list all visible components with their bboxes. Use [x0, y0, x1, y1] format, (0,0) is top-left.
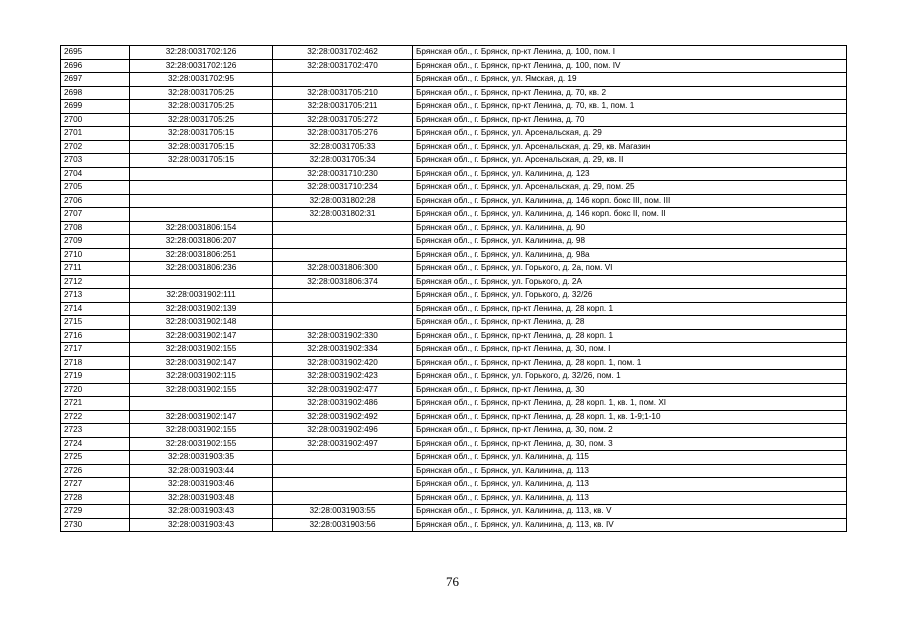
table-row: [61, 221, 847, 235]
premises-cadastral-number-cell: 32:28:0031710:234: [273, 181, 413, 195]
row-number-cell: 2696: [61, 59, 130, 73]
table-row: [61, 451, 847, 465]
premises-cadastral-number-cell: 32:28:0031705:33: [273, 140, 413, 154]
address-cell: Брянская обл., г. Брянск, пр-кт Ленина, д. 28 корп. 1, пом. 1: [413, 356, 847, 370]
address-cell: Брянская обл., г. Брянск, пр-кт Ленина, д. 30, пом. 2: [413, 424, 847, 438]
row-number-cell: 2699: [61, 100, 130, 114]
cadastral-number-cell: 32:28:0031903:43: [130, 505, 273, 519]
table-row: [61, 262, 847, 276]
cadastral-number-cell: 32:28:0031902:147: [130, 329, 273, 343]
address-cell: Брянская обл., г. Брянск, ул. Горького, д. 32/26, пом. 1: [413, 370, 847, 384]
table-row: [61, 343, 847, 357]
address-cell: Брянская обл., г. Брянск, пр-кт Ленина, д. 28: [413, 316, 847, 330]
premises-cadastral-number-cell: 32:28:0031902:423: [273, 370, 413, 384]
row-number-cell: 2710: [61, 248, 130, 262]
row-number-cell: 2712: [61, 275, 130, 289]
premises-cadastral-number-cell: [273, 289, 413, 303]
table-row: [61, 464, 847, 478]
premises-cadastral-number-cell: [273, 478, 413, 492]
address-cell: Брянская обл., г. Брянск, пр-кт Ленина, д. 28 корп. 1, кв. 1, пом. XI: [413, 397, 847, 411]
cadastral-number-cell: 32:28:0031902:147: [130, 356, 273, 370]
cadastral-number-cell: 32:28:0031902:155: [130, 424, 273, 438]
page-number: 76: [446, 574, 459, 589]
row-number-cell: 2721: [61, 397, 130, 411]
table-row: [61, 181, 847, 195]
premises-cadastral-number-cell: [273, 464, 413, 478]
premises-cadastral-number-cell: 32:28:0031806:300: [273, 262, 413, 276]
row-number-cell: 2718: [61, 356, 130, 370]
table-row: [61, 370, 847, 384]
row-number-cell: 2701: [61, 127, 130, 141]
cadastral-number-cell: 32:28:0031903:48: [130, 491, 273, 505]
cadastral-number-cell: 32:28:0031705:15: [130, 127, 273, 141]
address-cell: Брянская обл., г. Брянск, ул. Калинина, д. 123: [413, 167, 847, 181]
cadastral-number-cell: 32:28:0031702:126: [130, 46, 273, 60]
row-number-cell: 2725: [61, 451, 130, 465]
address-cell: Брянская обл., г. Брянск, ул. Калинина, д. 98: [413, 235, 847, 249]
premises-cadastral-number-cell: [273, 491, 413, 505]
premises-cadastral-number-cell: 32:28:0031705:211: [273, 100, 413, 114]
address-cell: Брянская обл., г. Брянск, ул. Калинина, д. 113, кв. IV: [413, 518, 847, 532]
premises-cadastral-number-cell: 32:28:0031902:330: [273, 329, 413, 343]
address-cell: Брянская обл., г. Брянск, пр-кт Ленина, д. 70, кв. 2: [413, 86, 847, 100]
table-row: [61, 356, 847, 370]
premises-cadastral-number-cell: [273, 235, 413, 249]
premises-cadastral-number-cell: 32:28:0031806:374: [273, 275, 413, 289]
cadastral-number-cell: 32:28:0031902:115: [130, 370, 273, 384]
address-cell: Брянская обл., г. Брянск, ул. Калинина, д. 90: [413, 221, 847, 235]
premises-cadastral-number-cell: [273, 302, 413, 316]
address-cell: Брянская обл., г. Брянск, пр-кт Ленина, д. 30, пом. I: [413, 343, 847, 357]
cadastral-number-cell: 32:28:0031903:43: [130, 518, 273, 532]
row-number-cell: 2695: [61, 46, 130, 60]
address-cell: Брянская обл., г. Брянск, ул. Калинина, д. 113: [413, 491, 847, 505]
table-row: [61, 275, 847, 289]
premises-cadastral-number-cell: [273, 73, 413, 87]
address-cell: Брянская обл., г. Брянск, пр-кт Ленина, д. 100, пом. IV: [413, 59, 847, 73]
address-cell: Брянская обл., г. Брянск, ул. Калинина, д. 113: [413, 478, 847, 492]
row-number-cell: 2698: [61, 86, 130, 100]
table-row: [61, 154, 847, 168]
table-row: [61, 167, 847, 181]
cadastral-number-cell: 32:28:0031705:15: [130, 140, 273, 154]
table-row: [61, 478, 847, 492]
registry-table-body: [61, 46, 847, 532]
table-row: [61, 140, 847, 154]
premises-cadastral-number-cell: 32:28:0031902:497: [273, 437, 413, 451]
row-number-cell: 2730: [61, 518, 130, 532]
cadastral-number-cell: 32:28:0031903:35: [130, 451, 273, 465]
row-number-cell: 2714: [61, 302, 130, 316]
row-number-cell: 2715: [61, 316, 130, 330]
address-cell: Брянская обл., г. Брянск, ул. Ямская, д. 19: [413, 73, 847, 87]
row-number-cell: 2726: [61, 464, 130, 478]
row-number-cell: 2728: [61, 491, 130, 505]
table-row: [61, 235, 847, 249]
address-cell: Брянская обл., г. Брянск, ул. Калинина, д. 146 корп. бокс II, пом. II: [413, 208, 847, 222]
row-number-cell: 2706: [61, 194, 130, 208]
cadastral-number-cell: 32:28:0031702:95: [130, 73, 273, 87]
address-cell: Брянская обл., г. Брянск, ул. Арсенальская, д. 29: [413, 127, 847, 141]
premises-cadastral-number-cell: [273, 221, 413, 235]
row-number-cell: 2700: [61, 113, 130, 127]
row-number-cell: 2703: [61, 154, 130, 168]
row-number-cell: 2719: [61, 370, 130, 384]
table-row: [61, 73, 847, 87]
premises-cadastral-number-cell: 32:28:0031902:486: [273, 397, 413, 411]
row-number-cell: 2724: [61, 437, 130, 451]
row-number-cell: 2723: [61, 424, 130, 438]
cadastral-number-cell: 32:28:0031902:155: [130, 343, 273, 357]
table-row: [61, 127, 847, 141]
premises-cadastral-number-cell: 32:28:0031902:496: [273, 424, 413, 438]
cadastral-number-cell: [130, 208, 273, 222]
table-row: [61, 410, 847, 424]
cadastral-number-cell: [130, 194, 273, 208]
row-number-cell: 2708: [61, 221, 130, 235]
row-number-cell: 2707: [61, 208, 130, 222]
table-row: [61, 329, 847, 343]
cadastral-number-cell: 32:28:0031902:147: [130, 410, 273, 424]
table-row: [61, 46, 847, 60]
address-cell: Брянская обл., г. Брянск, ул. Калинина, д. 113, кв. V: [413, 505, 847, 519]
table-row: [61, 59, 847, 73]
row-number-cell: 2711: [61, 262, 130, 276]
cadastral-number-cell: [130, 167, 273, 181]
table-row: [61, 100, 847, 114]
premises-cadastral-number-cell: 32:28:0031802:28: [273, 194, 413, 208]
table-row: [61, 383, 847, 397]
row-number-cell: 2697: [61, 73, 130, 87]
address-cell: Брянская обл., г. Брянск, пр-кт Ленина, д. 28 корп. 1: [413, 302, 847, 316]
row-number-cell: 2722: [61, 410, 130, 424]
premises-cadastral-number-cell: 32:28:0031903:56: [273, 518, 413, 532]
cadastral-number-cell: 32:28:0031806:236: [130, 262, 273, 276]
row-number-cell: 2702: [61, 140, 130, 154]
address-cell: Брянская обл., г. Брянск, ул. Калинина, д. 115: [413, 451, 847, 465]
premises-cadastral-number-cell: 32:28:0031705:276: [273, 127, 413, 141]
row-number-cell: 2729: [61, 505, 130, 519]
premises-cadastral-number-cell: 32:28:0031705:272: [273, 113, 413, 127]
premises-cadastral-number-cell: [273, 451, 413, 465]
address-cell: Брянская обл., г. Брянск, пр-кт Ленина, д. 28 корп. 1: [413, 329, 847, 343]
cadastral-number-cell: 32:28:0031806:154: [130, 221, 273, 235]
cadastral-number-cell: 32:28:0031902:155: [130, 437, 273, 451]
premises-cadastral-number-cell: 32:28:0031705:34: [273, 154, 413, 168]
address-cell: Брянская обл., г. Брянск, ул. Горького, д. 2А: [413, 275, 847, 289]
premises-cadastral-number-cell: 32:28:0031902:477: [273, 383, 413, 397]
address-cell: Брянская обл., г. Брянск, ул. Арсенальская, д. 29, кв. II: [413, 154, 847, 168]
address-cell: Брянская обл., г. Брянск, пр-кт Ленина, д. 100, пом. I: [413, 46, 847, 60]
row-number-cell: 2705: [61, 181, 130, 195]
premises-cadastral-number-cell: 32:28:0031902:420: [273, 356, 413, 370]
cadastral-number-cell: 32:28:0031902:148: [130, 316, 273, 330]
premises-cadastral-number-cell: 32:28:0031903:55: [273, 505, 413, 519]
cadastral-number-cell: 32:28:0031902:155: [130, 383, 273, 397]
premises-cadastral-number-cell: 32:28:0031702:470: [273, 59, 413, 73]
table-row: [61, 289, 847, 303]
address-cell: Брянская обл., г. Брянск, пр-кт Ленина, д. 70: [413, 113, 847, 127]
table-row: [61, 424, 847, 438]
cadastral-number-cell: 32:28:0031705:25: [130, 100, 273, 114]
row-number-cell: 2713: [61, 289, 130, 303]
cadastral-number-cell: 32:28:0031705:15: [130, 154, 273, 168]
cadastral-number-cell: 32:28:0031903:44: [130, 464, 273, 478]
table-row: [61, 316, 847, 330]
premises-cadastral-number-cell: 32:28:0031702:462: [273, 46, 413, 60]
row-number-cell: 2727: [61, 478, 130, 492]
cadastral-number-cell: 32:28:0031902:111: [130, 289, 273, 303]
table-row: [61, 397, 847, 411]
row-number-cell: 2704: [61, 167, 130, 181]
cadastral-number-cell: [130, 181, 273, 195]
address-cell: Брянская обл., г. Брянск, пр-кт Ленина, д. 28 корп. 1, кв. 1-9;1-10: [413, 410, 847, 424]
cadastral-number-cell: 32:28:0031806:251: [130, 248, 273, 262]
table-row: [61, 194, 847, 208]
table-row: [61, 86, 847, 100]
address-cell: Брянская обл., г. Брянск, ул. Калинина, д. 113: [413, 464, 847, 478]
row-number-cell: 2720: [61, 383, 130, 397]
premises-cadastral-number-cell: 32:28:0031710:230: [273, 167, 413, 181]
table-row: [61, 248, 847, 262]
cadastral-number-cell: 32:28:0031903:46: [130, 478, 273, 492]
premises-cadastral-number-cell: 32:28:0031902:334: [273, 343, 413, 357]
registry-table: [60, 45, 847, 532]
table-row: [61, 505, 847, 519]
address-cell: Брянская обл., г. Брянск, ул. Арсенальская, д. 29, кв. Магазин: [413, 140, 847, 154]
table-row: [61, 302, 847, 316]
table-row: [61, 437, 847, 451]
row-number-cell: 2717: [61, 343, 130, 357]
cadastral-number-cell: 32:28:0031702:126: [130, 59, 273, 73]
cadastral-number-cell: 32:28:0031806:207: [130, 235, 273, 249]
table-row: [61, 208, 847, 222]
cadastral-number-cell: [130, 397, 273, 411]
row-number-cell: 2709: [61, 235, 130, 249]
premises-cadastral-number-cell: 32:28:0031802:31: [273, 208, 413, 222]
premises-cadastral-number-cell: 32:28:0031705:210: [273, 86, 413, 100]
cadastral-number-cell: 32:28:0031705:25: [130, 86, 273, 100]
address-cell: Брянская обл., г. Брянск, ул. Калинина, д. 146 корп. бокс III, пом. III: [413, 194, 847, 208]
cadastral-number-cell: 32:28:0031705:25: [130, 113, 273, 127]
cadastral-number-cell: 32:28:0031902:139: [130, 302, 273, 316]
address-cell: Брянская обл., г. Брянск, пр-кт Ленина, д. 30, пом. 3: [413, 437, 847, 451]
address-cell: Брянская обл., г. Брянск, ул. Калинина, д. 98а: [413, 248, 847, 262]
address-cell: Брянская обл., г. Брянск, пр-кт Ленина, д. 70, кв. 1, пом. 1: [413, 100, 847, 114]
table-row: [61, 113, 847, 127]
address-cell: Брянская обл., г. Брянск, ул. Арсенальская, д. 29, пом. 25: [413, 181, 847, 195]
address-cell: Брянская обл., г. Брянск, пр-кт Ленина, д. 30: [413, 383, 847, 397]
address-cell: Брянская обл., г. Брянск, ул. Горького, д. 32/26: [413, 289, 847, 303]
table-row: [61, 518, 847, 532]
table-row: [61, 491, 847, 505]
cadastral-number-cell: [130, 275, 273, 289]
premises-cadastral-number-cell: [273, 248, 413, 262]
premises-cadastral-number-cell: 32:28:0031902:492: [273, 410, 413, 424]
address-cell: Брянская обл., г. Брянск, ул. Горького, д. 2а, пом. VI: [413, 262, 847, 276]
premises-cadastral-number-cell: [273, 316, 413, 330]
row-number-cell: 2716: [61, 329, 130, 343]
